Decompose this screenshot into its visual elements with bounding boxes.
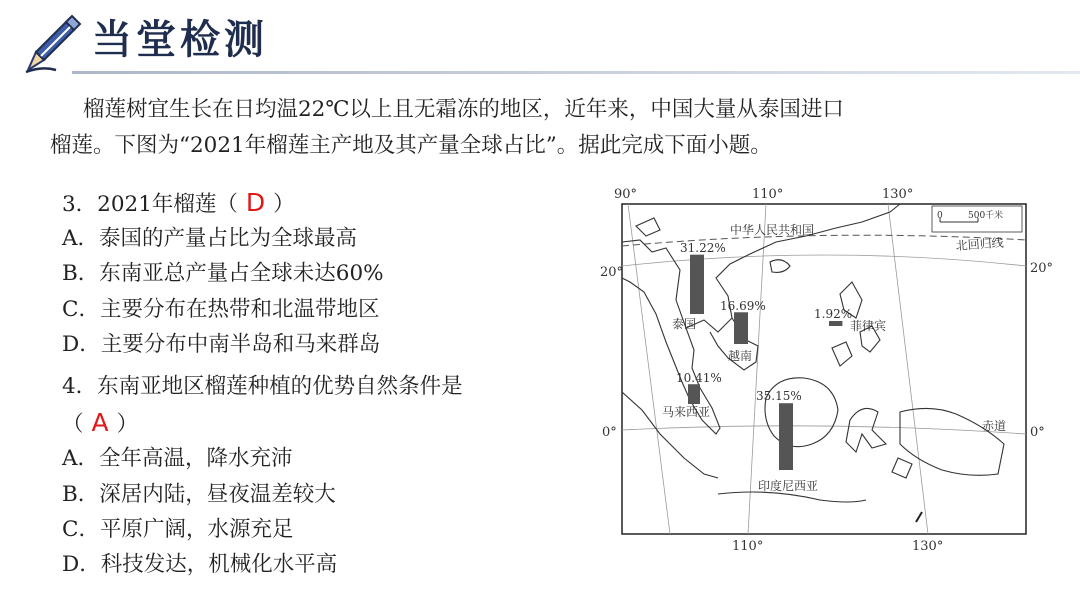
durian-production-map <box>600 182 1054 560</box>
stem-line-1: 榴莲树宜生长在日均温22℃以上且无霜冻的地区，近年来，中国大量从泰国进口 <box>83 97 844 122</box>
lat-label-0-right: 0° <box>1030 425 1045 440</box>
map-scale <box>932 206 1022 232</box>
lon-label-130: 130° <box>882 187 914 202</box>
bar-vietnam <box>734 312 748 344</box>
header <box>0 0 1080 80</box>
question-4-close: ） <box>116 412 139 437</box>
question-3-option-d: D．主要分布中南半岛和马来群岛 <box>62 332 381 357</box>
bar-philippines <box>829 321 842 326</box>
bar-indonesia <box>779 403 793 470</box>
question-3-option-b: B．东南亚总产量占全球未达60% <box>62 261 384 286</box>
equator-label: 赤道 <box>982 419 1007 433</box>
question-4-prompt: 4．东南亚地区榴莲种植的优势自然条件是 <box>62 374 463 399</box>
question-3-option-a: A．泰国的产量占比为全球最高 <box>62 226 358 251</box>
lon-label-110: 110° <box>752 187 784 202</box>
question-4-answer-line <box>62 408 138 440</box>
question-4-option-c: C．平原广阔，水源充足 <box>62 517 294 542</box>
stem-line-2: 榴莲。下图为“2021年榴莲主产地及其产量全球占比”。据此完成下面小题。 <box>50 133 772 158</box>
bar-thailand <box>690 255 704 314</box>
question-4-option-a: A．全年高温，降水充沛 <box>62 446 293 471</box>
question-4-open: （ <box>62 412 84 437</box>
lat-label-20: 20° <box>600 265 624 280</box>
question-stem <box>50 92 1035 164</box>
percent-vietnam: 16.69% <box>720 299 766 313</box>
lon-label-90: 90° <box>614 187 638 202</box>
pencil-icon <box>22 12 84 74</box>
question-3-prompt <box>62 188 295 220</box>
page-title: 当堂检测 <box>92 17 268 63</box>
tropic-label: 北回归线 <box>955 235 1005 253</box>
scale-label: 500千米 <box>968 211 1004 221</box>
percent-philippines: 1.92% <box>814 307 853 321</box>
country-vietnam: 越南 <box>728 349 753 363</box>
percent-indonesia: 35.15% <box>756 389 802 403</box>
bar-malaysia <box>688 384 700 404</box>
percent-malaysia: 10.41% <box>676 371 722 385</box>
percent-thailand: 31.22% <box>680 241 726 255</box>
question-3-text: 3．2021年榴莲（ <box>62 192 238 217</box>
question-3-close: ） <box>273 192 295 217</box>
lat-label-0: 0° <box>602 425 617 440</box>
question-3-answer: D <box>245 188 266 217</box>
country-malaysia: 马来西亚 <box>662 405 711 419</box>
lat-label-20-right: 20° <box>1030 261 1054 276</box>
title-divider <box>72 71 1080 74</box>
question-4-answer: A <box>91 408 109 437</box>
question-4-option-b: B．深居内陆，昼夜温差较大 <box>62 482 336 507</box>
country-indonesia: 印度尼西亚 <box>758 479 819 493</box>
question-3-option-c: C．主要分布在热带和北温带地区 <box>62 297 380 322</box>
china-label: 中华人民共和国 <box>730 223 815 237</box>
lon-label-130-bottom: 130° <box>912 539 944 554</box>
scale-zero: 0 <box>937 211 943 221</box>
country-philippines: 菲律宾 <box>850 319 887 333</box>
question-4-option-d: D．科技发达，机械化水平高 <box>62 552 338 577</box>
country-thailand: 泰国 <box>672 317 697 331</box>
lon-label-110-bottom: 110° <box>732 539 764 554</box>
